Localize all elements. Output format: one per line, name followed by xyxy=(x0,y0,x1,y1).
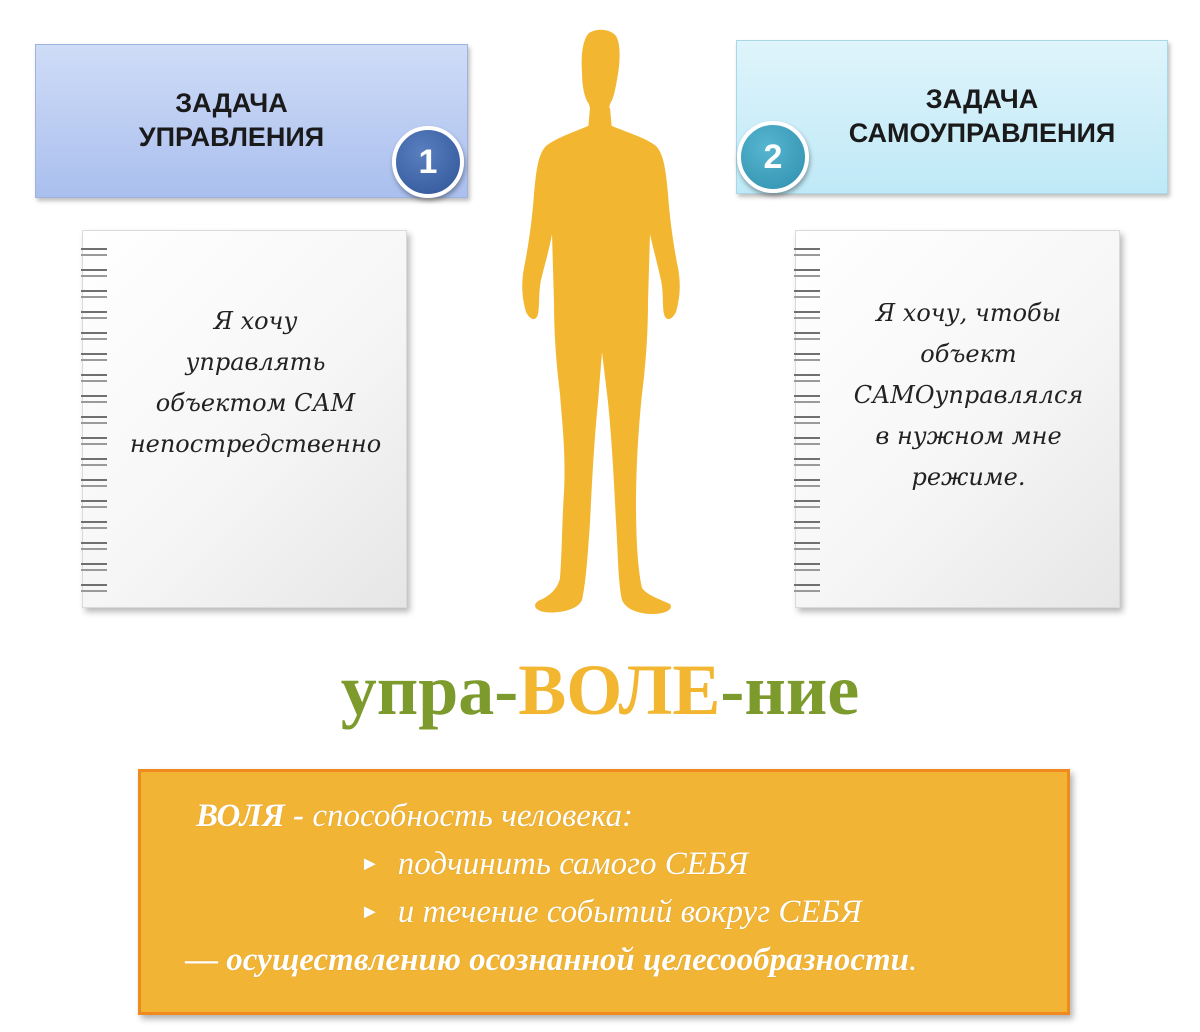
definition-conclusion-text: осуществлению осознанной целесообразности xyxy=(226,942,909,978)
note2-line: объект xyxy=(920,340,1017,368)
title-accent: ВОЛЕ xyxy=(518,650,721,730)
definition-conclusion xyxy=(185,942,917,979)
task1-line2: УПРАВЛЕНИЯ xyxy=(138,122,325,152)
number-badge-2: 2 xyxy=(737,121,809,193)
title-suffix: -ние xyxy=(720,650,860,730)
note1-line: объектом САМ xyxy=(155,389,356,417)
notepad-self-management xyxy=(795,230,1120,608)
task1-line1: ЗАДАЧА xyxy=(175,88,288,119)
notepad-management xyxy=(82,230,407,608)
notepad-management-text xyxy=(113,301,398,465)
spiral-binding-icon xyxy=(792,243,826,603)
number-badge-1: 1 xyxy=(392,126,464,198)
spiral-binding-icon xyxy=(79,243,113,603)
definition-period: . xyxy=(909,942,918,978)
note2-line: режиме. xyxy=(911,463,1026,491)
person-silhouette-icon xyxy=(514,22,686,618)
definition-item xyxy=(360,846,748,883)
definition-item-text: и течение событий вокруг СЕБЯ xyxy=(397,894,862,930)
note2-line: в нужном мне xyxy=(875,422,1062,450)
task2-line2: САМОУПРАВЛЕНИЯ xyxy=(848,118,1116,148)
note1-line: непострeдственно xyxy=(129,430,382,458)
note2-line: САМОуправлялся xyxy=(853,381,1084,409)
triangle-right-icon: ► xyxy=(360,853,380,875)
definition-term: ВОЛЯ - xyxy=(196,798,305,834)
definition-intro-text: способность человека: xyxy=(304,798,634,834)
triangle-right-icon: ► xyxy=(360,901,380,923)
note2-line: Я хочу, чтобы xyxy=(875,299,1062,327)
main-title xyxy=(0,650,1200,730)
task2-line1: ЗАДАЧА xyxy=(925,84,1039,115)
definition-item-text: подчинить самого СЕБЯ xyxy=(397,846,749,882)
notepad-self-management-text xyxy=(826,293,1111,498)
definition-item xyxy=(360,894,862,931)
note1-line: Я хочу xyxy=(213,307,298,335)
definition-intro xyxy=(196,798,633,835)
note1-line: управлять xyxy=(185,348,326,376)
definition-dash: — xyxy=(185,942,218,978)
title-prefix: упра- xyxy=(340,650,519,730)
definition-box xyxy=(138,769,1070,1015)
